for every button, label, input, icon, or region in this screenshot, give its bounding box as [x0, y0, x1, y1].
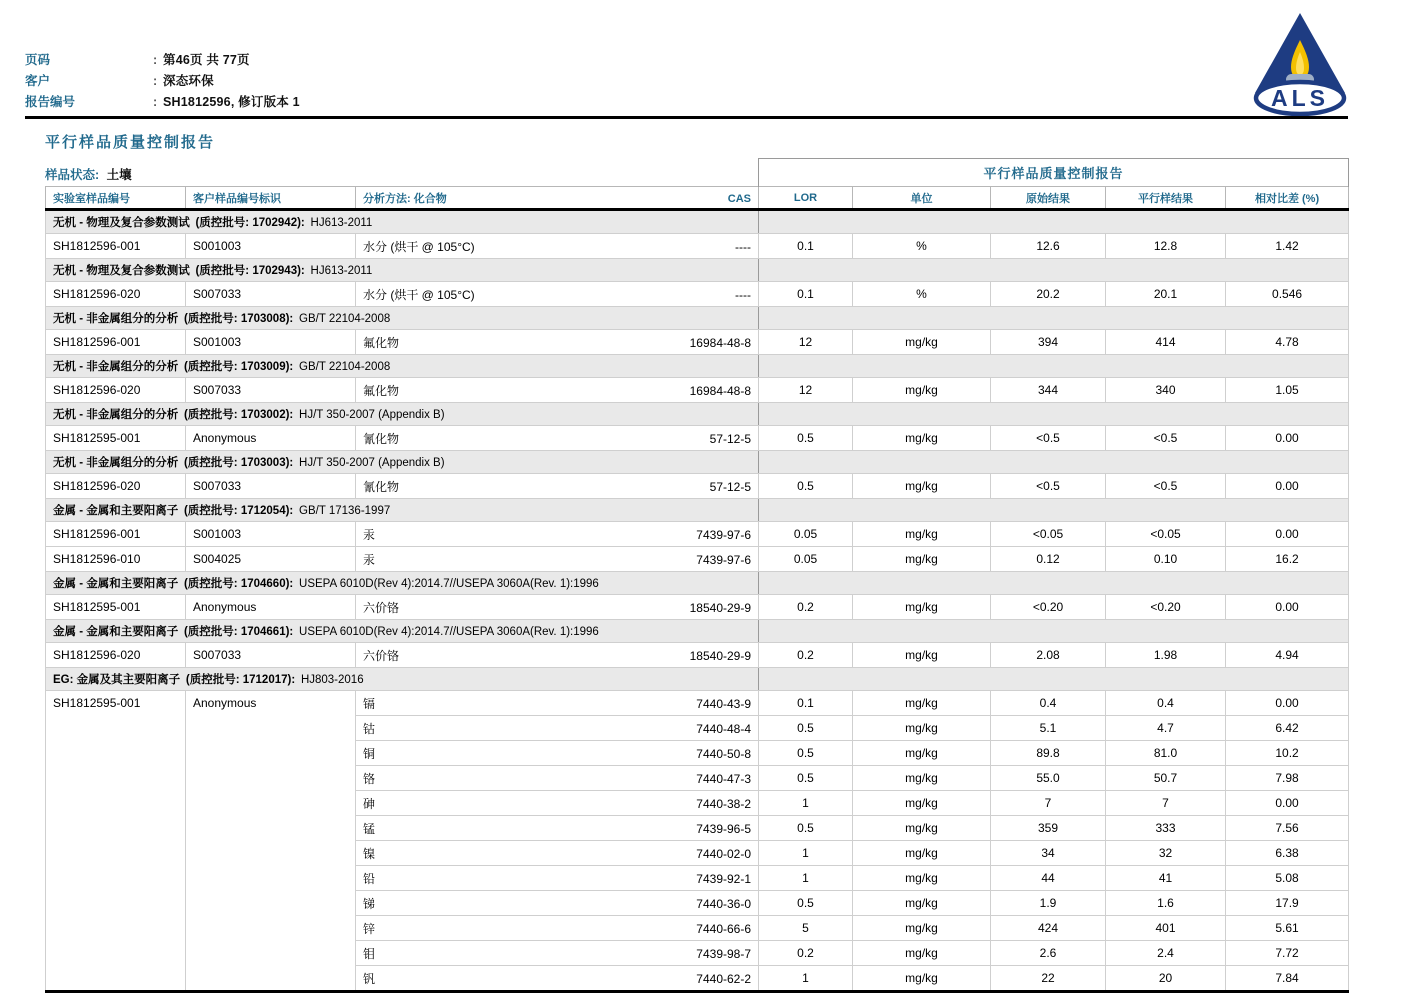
group-header-row: [46, 499, 1349, 522]
cas-number: ----: [735, 287, 752, 302]
unit-cell: mg/kg: [853, 816, 991, 841]
table-row: [46, 691, 1349, 716]
table-row: [46, 426, 1349, 451]
cas-number: 7440-62-2: [696, 971, 752, 986]
duplicate-result-cell: <0.05: [1106, 522, 1226, 547]
compound-cas-cell: [356, 966, 759, 992]
qc-results-table: [45, 158, 1349, 993]
cas-number: 7439-97-6: [696, 552, 752, 567]
compound-cas-cell: [356, 791, 759, 816]
unit-cell: mg/kg: [853, 426, 991, 451]
rpd-cell: 7.84: [1226, 966, 1349, 992]
compound-cas-cell: [356, 866, 759, 891]
field-label: 报告编号: [25, 95, 76, 109]
field-label: 客户: [25, 74, 51, 88]
field-label: 页码: [25, 53, 51, 67]
cas-number: 7440-38-2: [696, 796, 752, 811]
group-method: USEPA 6010D(Rev 4):2014.7//USEPA 3060A(Rev. 1):1996: [299, 578, 599, 590]
client-sample-id-cell: S001003: [186, 330, 356, 355]
unit-cell: mg/kg: [853, 595, 991, 620]
lab-sample-id-cell: SH1812596-001: [46, 522, 186, 547]
lab-sample-id-cell: SH1812596-001: [46, 330, 186, 355]
unit-cell: mg/kg: [853, 378, 991, 403]
group-spacer-cell: [759, 620, 1349, 643]
compound-name: 铬: [363, 771, 376, 786]
group-name: 无机 - 非金属组分的分析 (质控批号: 1703009):: [53, 361, 300, 373]
client-sample-id-cell: S007033: [186, 378, 356, 403]
compound-cas-cell: [356, 941, 759, 966]
rpd-cell: 7.56: [1226, 816, 1349, 841]
original-result-cell: 0.4: [991, 691, 1106, 716]
group-method: HJ803-2016: [300, 674, 364, 686]
original-result-cell: 1.9: [991, 891, 1106, 916]
compound-cas-cell: [356, 891, 759, 916]
duplicate-result-cell: 340: [1106, 378, 1226, 403]
cas-number: 7439-96-5: [696, 821, 752, 836]
lor-cell: 0.5: [759, 741, 853, 766]
lab-sample-id-cell: SH1812596-020: [46, 282, 186, 307]
unit-cell: mg/kg: [853, 330, 991, 355]
compound-name: 氰化物: [363, 431, 400, 446]
group-spacer-cell: [759, 451, 1349, 474]
lor-cell: 0.2: [759, 643, 853, 668]
header-field-report-no: [25, 92, 300, 113]
client-sample-id-cell: Anonymous: [186, 595, 356, 620]
compound-name: 汞: [363, 552, 376, 567]
header-divider: [25, 116, 1348, 119]
lor-cell: 1: [759, 841, 853, 866]
group-label-cell: [46, 403, 759, 426]
duplicate-result-cell: 333: [1106, 816, 1226, 841]
cas-number: 57-12-5: [709, 431, 752, 446]
lab-sample-id-cell: SH1812595-001: [46, 691, 186, 992]
original-result-cell: 34: [991, 841, 1106, 866]
group-name: 无机 - 非金属组分的分析 (质控批号: 1703003):: [53, 457, 300, 469]
group-label-cell: [46, 451, 759, 474]
rpd-cell: 4.94: [1226, 643, 1349, 668]
group-header-row: [46, 451, 1349, 474]
group-header-row: [46, 620, 1349, 643]
cas-number: 7439-98-7: [696, 946, 752, 961]
group-header-row: [46, 668, 1349, 691]
unit-cell: mg/kg: [853, 791, 991, 816]
rpd-cell: 16.2: [1226, 547, 1349, 572]
header-field-page: [25, 50, 300, 71]
cas-number: 7440-48-4: [696, 721, 752, 736]
client-sample-id-cell: Anonymous: [186, 691, 356, 992]
group-spacer-cell: [759, 210, 1349, 234]
original-result-cell: 22: [991, 966, 1106, 992]
field-colon: :: [153, 95, 158, 109]
duplicate-result-cell: 414: [1106, 330, 1226, 355]
compound-name: 六价铬: [363, 600, 400, 615]
group-method: GB/T 22104-2008: [299, 313, 391, 325]
group-name: 无机 - 非金属组分的分析 (质控批号: 1703002):: [53, 409, 300, 421]
duplicate-result-cell: 1.98: [1106, 643, 1226, 668]
compound-cas-cell: [356, 716, 759, 741]
client-sample-id-cell: S007033: [186, 643, 356, 668]
sample-state-value: 土壤: [106, 168, 132, 182]
unit-cell: mg/kg: [853, 643, 991, 668]
group-name: 无机 - 物理及复合参数测试 (质控批号: 1702942):: [53, 217, 311, 229]
rpd-cell: 1.42: [1226, 234, 1349, 259]
original-result-cell: 55.0: [991, 766, 1106, 791]
group-label-cell: [46, 355, 759, 378]
compound-name: 砷: [363, 796, 376, 811]
group-header-row: [46, 403, 1349, 426]
original-result-cell: 20.2: [991, 282, 1106, 307]
group-header-row: [46, 210, 1349, 234]
compound-name: 氰化物: [363, 479, 400, 494]
lab-sample-id-cell: SH1812596-020: [46, 474, 186, 499]
col-header-lor: LOR: [759, 187, 853, 210]
header-field-client: [25, 71, 300, 92]
compound-name: 铜: [363, 746, 376, 761]
col-header-method-label: 分析方法: 化合物: [363, 192, 447, 205]
lor-cell: 0.5: [759, 474, 853, 499]
original-result-cell: 424: [991, 916, 1106, 941]
compound-name: 钒: [363, 971, 376, 986]
rpd-cell: 0.00: [1226, 474, 1349, 499]
compound-name: 钴: [363, 721, 376, 736]
cas-number: 18540-29-9: [689, 600, 752, 615]
logo-text: ALS: [1271, 85, 1329, 111]
original-result-cell: <0.5: [991, 474, 1106, 499]
duplicate-result-cell: 2.4: [1106, 941, 1226, 966]
duplicate-result-cell: 0.4: [1106, 691, 1226, 716]
span-header-title: 平行样品质量控制报告: [759, 159, 1349, 187]
als-logo: [1252, 12, 1348, 121]
group-name: 金属 - 金属和主要阳离子 (质控批号: 1704660):: [53, 578, 300, 590]
lab-sample-id-cell: SH1812596-010: [46, 547, 186, 572]
lor-cell: 0.1: [759, 234, 853, 259]
compound-name: 锑: [363, 896, 376, 911]
compound-name: 钼: [363, 946, 376, 961]
unit-cell: mg/kg: [853, 716, 991, 741]
rpd-cell: 0.00: [1226, 595, 1349, 620]
unit-cell: mg/kg: [853, 866, 991, 891]
group-method: USEPA 6010D(Rev 4):2014.7//USEPA 3060A(Rev. 1):1996: [299, 626, 599, 638]
lab-sample-id-cell: SH1812596-001: [46, 234, 186, 259]
duplicate-result-cell: <0.5: [1106, 474, 1226, 499]
compound-cas-cell: [356, 741, 759, 766]
rpd-cell: 4.78: [1226, 330, 1349, 355]
client-sample-id-cell: S007033: [186, 474, 356, 499]
column-header-row: [46, 187, 1349, 210]
duplicate-result-cell: 32: [1106, 841, 1226, 866]
original-result-cell: <0.20: [991, 595, 1106, 620]
compound-name: 水分 (烘干 @ 105°C): [363, 239, 475, 254]
group-spacer-cell: [759, 403, 1349, 426]
lab-sample-id-cell: SH1812596-020: [46, 378, 186, 403]
group-spacer-cell: [759, 668, 1349, 691]
table-row: [46, 234, 1349, 259]
rpd-cell: 1.05: [1226, 378, 1349, 403]
unit-cell: mg/kg: [853, 841, 991, 866]
compound-cas-cell: [356, 330, 759, 355]
group-spacer-cell: [759, 307, 1349, 330]
table-row: [46, 595, 1349, 620]
group-spacer-cell: [759, 259, 1349, 282]
cas-number: ----: [735, 239, 752, 254]
table-row: [46, 547, 1349, 572]
compound-name: 氟化物: [363, 383, 400, 398]
lor-cell: 0.5: [759, 766, 853, 791]
original-result-cell: 359: [991, 816, 1106, 841]
table-row: [46, 282, 1349, 307]
compound-cas-cell: [356, 916, 759, 941]
qc-table-body: [46, 210, 1349, 992]
cas-number: 16984-48-8: [689, 383, 752, 398]
rpd-cell: 5.08: [1226, 866, 1349, 891]
lor-cell: 12: [759, 378, 853, 403]
unit-cell: mg/kg: [853, 966, 991, 992]
group-label-cell: [46, 210, 759, 234]
lab-sample-id-cell: SH1812595-001: [46, 426, 186, 451]
lor-cell: 0.2: [759, 941, 853, 966]
unit-cell: mg/kg: [853, 916, 991, 941]
col-header-method-compound: [356, 187, 759, 210]
duplicate-result-cell: 41: [1106, 866, 1226, 891]
compound-cas-cell: [356, 841, 759, 866]
cas-number: 7440-47-3: [696, 771, 752, 786]
lor-cell: 0.2: [759, 595, 853, 620]
col-header-lab-id: 实验室样品编号: [46, 187, 186, 210]
unit-cell: mg/kg: [853, 741, 991, 766]
duplicate-result-cell: 20: [1106, 966, 1226, 992]
lor-cell: 0.5: [759, 716, 853, 741]
compound-cas-cell: [356, 595, 759, 620]
sample-state-label: 样品状态:: [45, 168, 100, 182]
col-header-duplicate-result: 平行样结果: [1106, 187, 1226, 210]
group-method: GB/T 17136-1997: [299, 505, 391, 517]
compound-name: 锰: [363, 821, 376, 836]
group-spacer-cell: [759, 355, 1349, 378]
group-label-cell: [46, 668, 759, 691]
rpd-cell: 0.00: [1226, 791, 1349, 816]
compound-cas-cell: [356, 474, 759, 499]
report-number-value: SH1812596, 修订版本 1: [163, 95, 300, 109]
col-header-unit: 单位: [853, 187, 991, 210]
group-label-cell: [46, 307, 759, 330]
original-result-cell: 89.8: [991, 741, 1106, 766]
original-result-cell: 5.1: [991, 716, 1106, 741]
original-result-cell: 394: [991, 330, 1106, 355]
compound-name: 镉: [363, 696, 376, 711]
unit-cell: mg/kg: [853, 474, 991, 499]
table-row: [46, 522, 1349, 547]
table-row: [46, 643, 1349, 668]
rpd-cell: 7.98: [1226, 766, 1349, 791]
group-header-row: [46, 307, 1349, 330]
cas-number: 7440-43-9: [696, 696, 752, 711]
duplicate-result-cell: 4.7: [1106, 716, 1226, 741]
lor-cell: 1: [759, 791, 853, 816]
unit-cell: %: [853, 234, 991, 259]
col-header-original-result: 原始结果: [991, 187, 1106, 210]
duplicate-result-cell: 12.8: [1106, 234, 1226, 259]
page-number-value: 第46页 共 77页: [163, 53, 250, 67]
client-sample-id-cell: S007033: [186, 282, 356, 307]
compound-cas-cell: [356, 691, 759, 716]
compound-name: 汞: [363, 527, 376, 542]
lor-cell: 0.5: [759, 816, 853, 841]
client-sample-id-cell: Anonymous: [186, 426, 356, 451]
group-name: EG: 金属及其主要阳离子 (质控批号: 1712017):: [53, 674, 301, 686]
group-label-cell: [46, 499, 759, 522]
duplicate-result-cell: 81.0: [1106, 741, 1226, 766]
client-value: 深态环保: [163, 74, 214, 88]
group-method: GB/T 22104-2008: [299, 361, 391, 373]
rpd-cell: 5.61: [1226, 916, 1349, 941]
client-sample-id-cell: S004025: [186, 547, 356, 572]
unit-cell: %: [853, 282, 991, 307]
compound-cas-cell: [356, 547, 759, 572]
lor-cell: 0.5: [759, 426, 853, 451]
field-colon: :: [153, 53, 158, 67]
compound-name: 氟化物: [363, 335, 400, 350]
group-label-cell: [46, 620, 759, 643]
group-name: 金属 - 金属和主要阳离子 (质控批号: 1704661):: [53, 626, 300, 638]
original-result-cell: 7: [991, 791, 1106, 816]
cas-number: 7440-36-0: [696, 896, 752, 911]
col-header-cas-label: CAS: [727, 192, 752, 205]
group-name: 无机 - 非金属组分的分析 (质控批号: 1703008):: [53, 313, 300, 325]
als-logo-icon: [1252, 12, 1348, 116]
unit-cell: mg/kg: [853, 691, 991, 716]
cas-number: 18540-29-9: [689, 648, 752, 663]
lor-cell: 0.1: [759, 691, 853, 716]
group-spacer-cell: [759, 499, 1349, 522]
cas-number: 7439-97-6: [696, 527, 752, 542]
client-sample-id-cell: S001003: [186, 522, 356, 547]
duplicate-result-cell: 20.1: [1106, 282, 1226, 307]
unit-cell: mg/kg: [853, 766, 991, 791]
group-spacer-cell: [759, 572, 1349, 595]
lor-cell: 1: [759, 866, 853, 891]
span-header-spacer: [46, 159, 759, 187]
compound-name: 锌: [363, 921, 376, 936]
lor-cell: 0.05: [759, 547, 853, 572]
compound-name: 镍: [363, 846, 376, 861]
compound-cas-cell: [356, 378, 759, 403]
rpd-cell: 0.00: [1226, 522, 1349, 547]
rpd-cell: 6.38: [1226, 841, 1349, 866]
lor-cell: 0.5: [759, 891, 853, 916]
original-result-cell: <0.05: [991, 522, 1106, 547]
compound-cas-cell: [356, 426, 759, 451]
col-header-rpd: 相对比差 (%): [1226, 187, 1349, 210]
duplicate-result-cell: 7: [1106, 791, 1226, 816]
group-label-cell: [46, 572, 759, 595]
compound-cas-cell: [356, 816, 759, 841]
duplicate-result-cell: 50.7: [1106, 766, 1226, 791]
page-title: 平行样品质量控制报告: [45, 134, 216, 151]
duplicate-result-cell: 1.6: [1106, 891, 1226, 916]
lor-cell: 0.05: [759, 522, 853, 547]
lor-cell: 1: [759, 966, 853, 992]
rpd-cell: 6.42: [1226, 716, 1349, 741]
cas-number: 16984-48-8: [689, 335, 752, 350]
page-header: [25, 50, 300, 113]
qc-table: [45, 158, 1349, 993]
group-header-row: [46, 355, 1349, 378]
table-row: [46, 378, 1349, 403]
group-label-cell: [46, 259, 759, 282]
cas-number: 7440-02-0: [696, 846, 752, 861]
compound-name: 水分 (烘干 @ 105°C): [363, 287, 475, 302]
duplicate-result-cell: <0.20: [1106, 595, 1226, 620]
original-result-cell: 344: [991, 378, 1106, 403]
rpd-cell: 0.00: [1226, 426, 1349, 451]
compound-name: 六价铬: [363, 648, 400, 663]
original-result-cell: 44: [991, 866, 1106, 891]
compound-name: 铅: [363, 871, 376, 886]
compound-cas-cell: [356, 766, 759, 791]
original-result-cell: <0.5: [991, 426, 1106, 451]
cas-number: 7440-50-8: [696, 746, 752, 761]
group-method: HJ613-2011: [310, 265, 373, 277]
group-method: HJ/T 350-2007 (Appendix B): [299, 457, 445, 469]
client-sample-id-cell: S001003: [186, 234, 356, 259]
duplicate-result-cell: <0.5: [1106, 426, 1226, 451]
compound-cas-cell: [356, 522, 759, 547]
col-header-client-id: 客户样品编号标识: [186, 187, 356, 210]
group-method: HJ/T 350-2007 (Appendix B): [299, 409, 445, 421]
lor-cell: 5: [759, 916, 853, 941]
cas-number: 7440-66-6: [696, 921, 752, 936]
rpd-cell: 10.2: [1226, 741, 1349, 766]
group-header-row: [46, 572, 1349, 595]
duplicate-result-cell: 0.10: [1106, 547, 1226, 572]
duplicate-result-cell: 401: [1106, 916, 1226, 941]
span-header-row: [46, 159, 1349, 187]
cas-number: 7439-92-1: [696, 871, 752, 886]
field-colon: :: [153, 74, 158, 88]
rpd-cell: 0.00: [1226, 691, 1349, 716]
cas-number: 57-12-5: [709, 479, 752, 494]
rpd-cell: 17.9: [1226, 891, 1349, 916]
unit-cell: mg/kg: [853, 891, 991, 916]
table-row: [46, 474, 1349, 499]
rpd-cell: 7.72: [1226, 941, 1349, 966]
unit-cell: mg/kg: [853, 522, 991, 547]
lor-cell: 0.1: [759, 282, 853, 307]
original-result-cell: 2.08: [991, 643, 1106, 668]
rpd-cell: 0.546: [1226, 282, 1349, 307]
sample-state: [45, 165, 132, 183]
compound-cas-cell: [356, 234, 759, 259]
table-row: [46, 330, 1349, 355]
unit-cell: mg/kg: [853, 547, 991, 572]
compound-cas-cell: [356, 282, 759, 307]
original-result-cell: 0.12: [991, 547, 1106, 572]
group-name: 金属 - 金属和主要阳离子 (质控批号: 1712054):: [53, 505, 300, 517]
group-method: HJ613-2011: [310, 217, 373, 229]
unit-cell: mg/kg: [853, 941, 991, 966]
compound-cas-cell: [356, 643, 759, 668]
group-name: 无机 - 物理及复合参数测试 (质控批号: 1702943):: [53, 265, 311, 277]
original-result-cell: 2.6: [991, 941, 1106, 966]
group-header-row: [46, 259, 1349, 282]
lab-sample-id-cell: SH1812596-020: [46, 643, 186, 668]
lab-sample-id-cell: SH1812595-001: [46, 595, 186, 620]
original-result-cell: 12.6: [991, 234, 1106, 259]
lor-cell: 12: [759, 330, 853, 355]
